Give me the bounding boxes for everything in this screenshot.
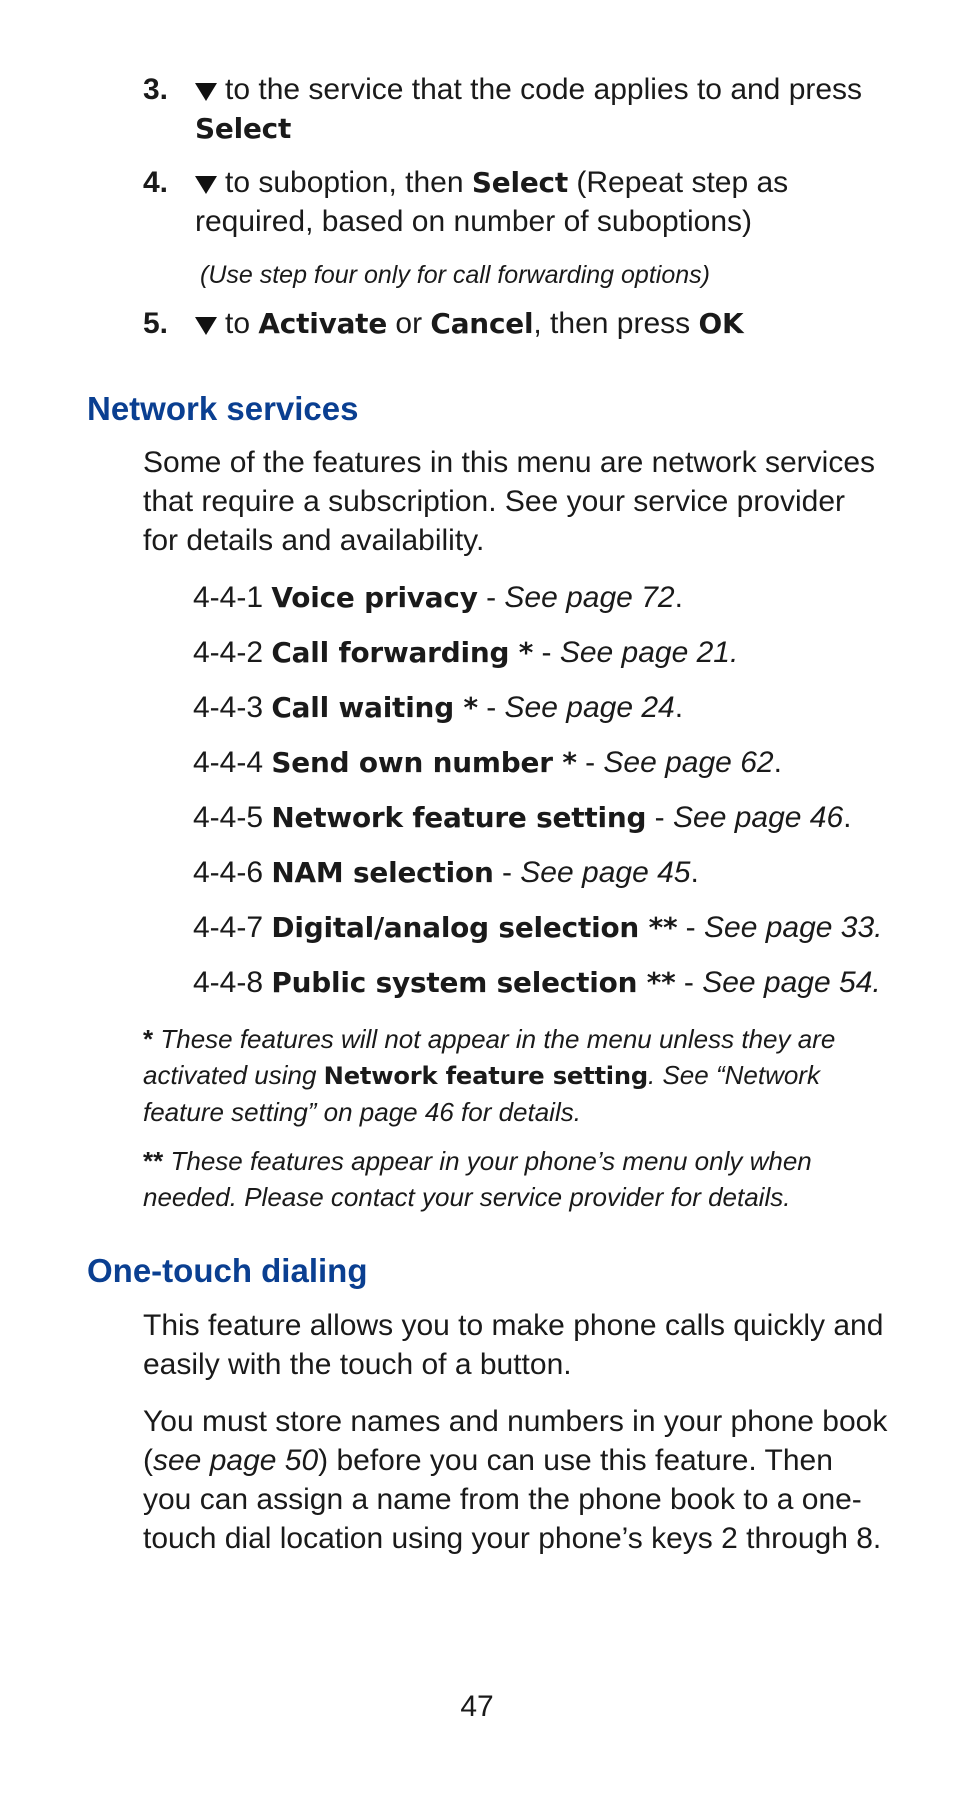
footnote-text: These features appear in your phone’s menu only when needed. Please contact your service provider for details. — [143, 1146, 812, 1212]
step-text-continued: (Repeat step as required, based on number of suboptions) — [195, 166, 789, 238]
one-touch-instructions — [143, 1402, 888, 1558]
step-3 — [143, 70, 883, 148]
separator: - — [477, 691, 505, 724]
step-number: 5. — [143, 307, 169, 340]
page-number: 47 — [460, 1690, 494, 1723]
menu-code: 4-4-3 — [193, 691, 264, 724]
separator: - — [533, 636, 560, 669]
step-text: to suboption, then — [225, 166, 464, 199]
footnote-single-star — [143, 1021, 888, 1130]
page-ref: See page 33. — [704, 911, 883, 944]
punct: . — [773, 746, 782, 779]
page-ref: See page 21. — [559, 636, 739, 669]
separator: - — [675, 966, 703, 999]
select-key-label: Select — [195, 112, 292, 145]
punct: . — [690, 856, 699, 889]
select-key-label: Select — [471, 166, 569, 199]
menu-name: Public system selection ** — [271, 966, 676, 999]
footnote-double-star — [143, 1143, 888, 1215]
scroll-down-icon — [195, 317, 217, 335]
one-touch-dialing-heading: One-touch dialing — [87, 1252, 368, 1289]
separator: - — [477, 581, 505, 614]
punct: . — [674, 581, 683, 614]
page-ref: See page 46 — [673, 801, 844, 834]
footnote-text: These features will not appear in the menu unless they are activated using — [143, 1024, 836, 1090]
scroll-down-icon — [195, 176, 217, 194]
activate-label: Activate — [258, 307, 388, 340]
page-ref: See page 72 — [504, 581, 675, 614]
list-item — [193, 743, 913, 798]
menu-code: 4-4-7 — [193, 911, 264, 944]
menu-name: Call forwarding * — [271, 636, 534, 669]
page-ref: see page 50 — [153, 1444, 319, 1477]
step-body — [195, 70, 883, 148]
page-ref: See page 54. — [702, 966, 881, 999]
menu-code: 4-4-4 — [193, 746, 264, 779]
step-text: , then press — [533, 307, 691, 340]
paragraph-text: ) before you can use this feature. Then you can assign a name from the phone book to a one-touch dial location using your phone’s keys 2 through 8. — [143, 1444, 882, 1555]
menu-name: Call waiting * — [271, 691, 478, 724]
network-menu-list — [193, 578, 913, 1018]
step-4 — [143, 163, 883, 241]
list-item — [193, 798, 913, 853]
scroll-down-icon — [195, 83, 217, 101]
step-text: to — [225, 307, 251, 340]
menu-code: 4-4-5 — [193, 801, 264, 834]
step-5 — [143, 304, 883, 343]
network-intro: Some of the features in this menu are network services that require a subscription. See your service provider for details and availability. — [143, 446, 876, 557]
list-item — [193, 578, 913, 633]
menu-code: 4-4-2 — [193, 636, 264, 669]
ok-label: OK — [698, 307, 744, 340]
step-note: (Use step four only for call forwarding options) — [200, 261, 710, 289]
list-item — [193, 963, 913, 1018]
menu-name: Network feature setting — [271, 801, 647, 834]
step-number: 3. — [143, 73, 169, 106]
footnote-setting-name: Network feature setting — [323, 1062, 649, 1090]
menu-name: Voice privacy — [271, 581, 478, 614]
punct: . — [843, 801, 852, 834]
step-body — [195, 163, 883, 241]
step-body — [195, 304, 883, 343]
menu-code: 4-4-1 — [193, 581, 264, 614]
menu-name: Send own number * — [271, 746, 577, 779]
separator: - — [493, 856, 521, 889]
menu-name: NAM selection — [271, 856, 494, 889]
step-text: or — [395, 307, 423, 340]
step-text: to the service that the code applies to and press — [225, 73, 863, 106]
page-ref: See page 24 — [504, 691, 675, 724]
separator: - — [677, 911, 705, 944]
network-services-heading: Network services — [87, 390, 359, 427]
footnote-marker: * — [143, 1024, 154, 1054]
list-item — [193, 688, 913, 743]
page-ref: See page 62 — [603, 746, 774, 779]
one-touch-intro: This feature allows you to make phone calls quickly and easily with the touch of a button. — [143, 1309, 884, 1381]
menu-code: 4-4-8 — [193, 966, 264, 999]
step-number: 4. — [143, 166, 169, 199]
page-ref: See page 45 — [520, 856, 691, 889]
punct: . — [674, 691, 684, 724]
footnote-marker: ** — [143, 1146, 164, 1176]
menu-name: Digital/analog selection ** — [271, 911, 678, 944]
separator: - — [646, 801, 673, 834]
separator: - — [576, 746, 604, 779]
cancel-label: Cancel — [430, 307, 534, 340]
menu-code: 4-4-6 — [193, 856, 264, 889]
list-item — [193, 633, 913, 688]
paragraph-text: You must store names and numbers in your phone book ( — [143, 1405, 888, 1477]
list-item — [193, 853, 913, 908]
footnote-text: . See “Network feature setting” on page 46 for details. — [143, 1060, 820, 1127]
list-item — [193, 908, 913, 963]
